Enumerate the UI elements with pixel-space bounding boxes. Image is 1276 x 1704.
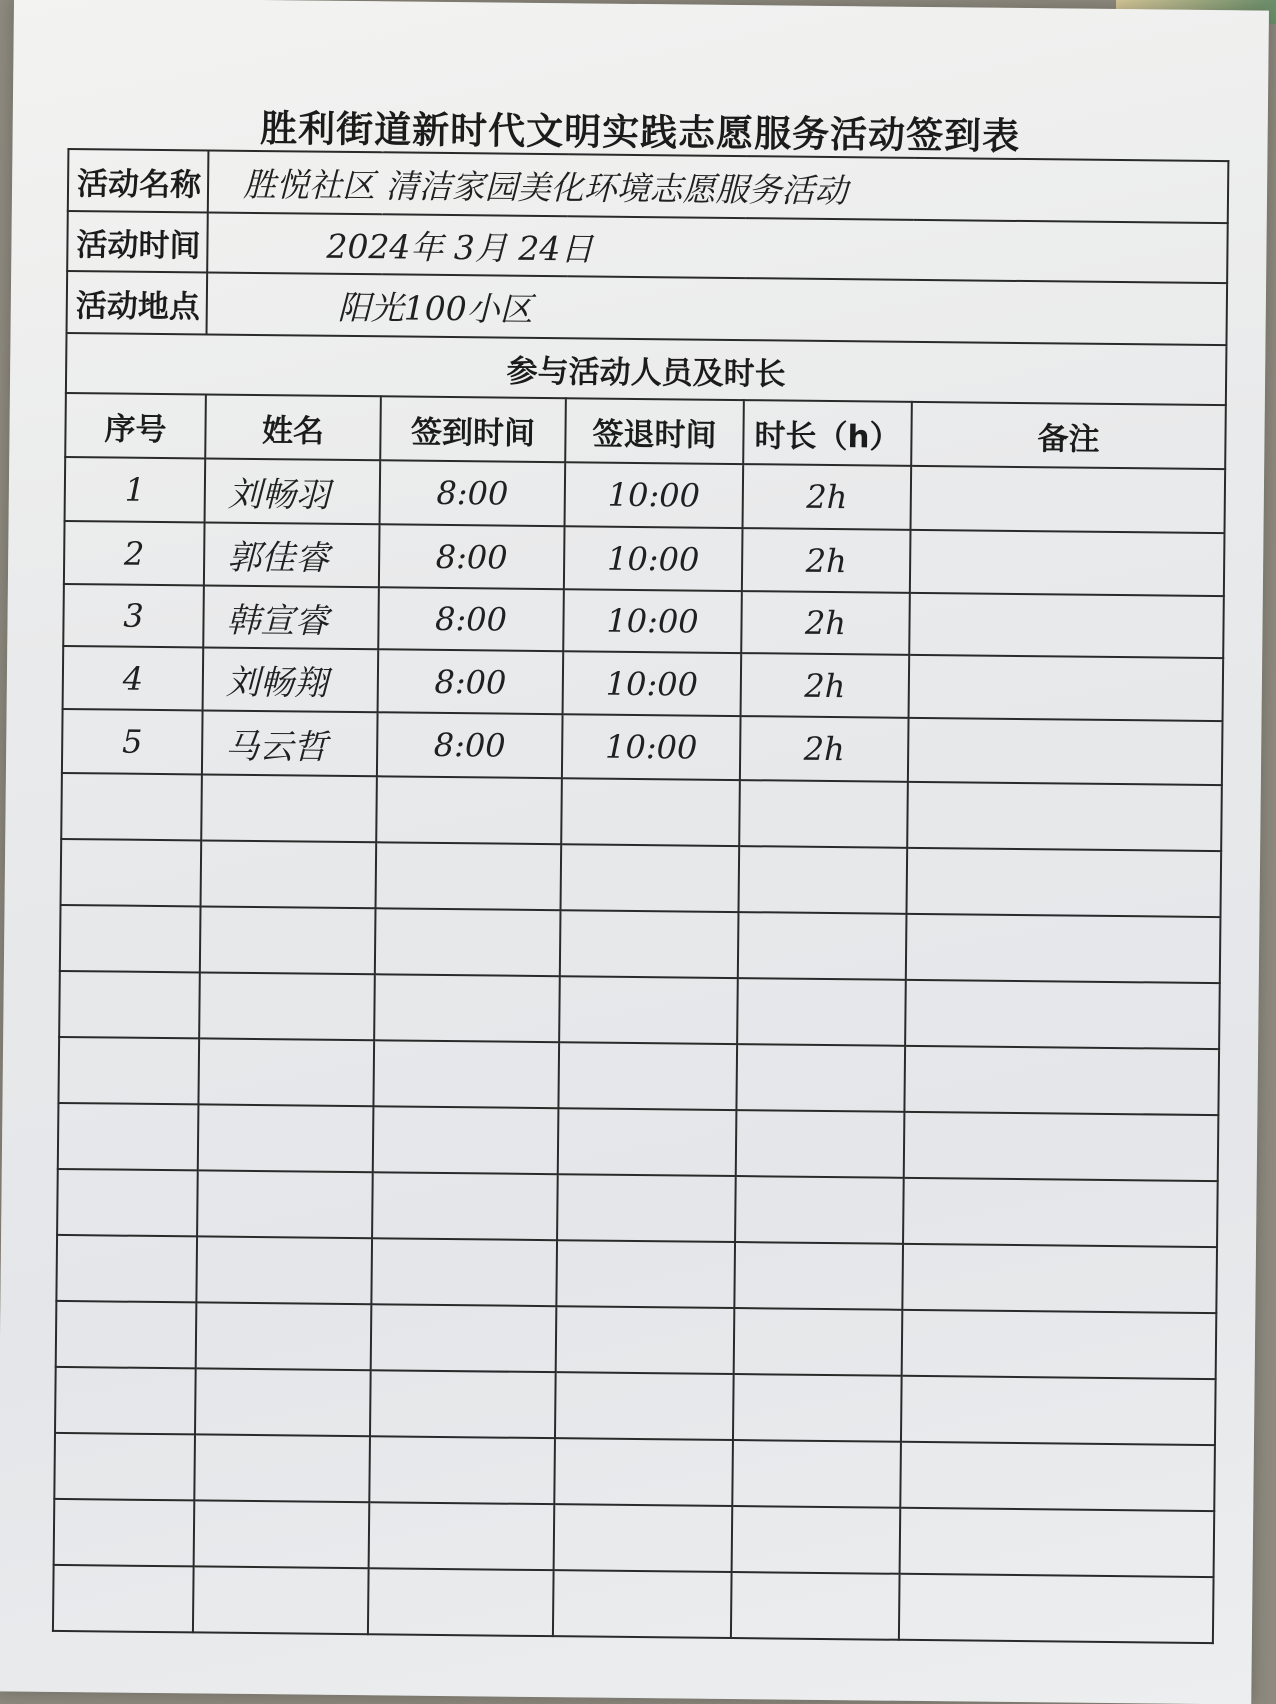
duration: 2h [740, 716, 909, 782]
volunteer-name: 郭佳睿 [204, 522, 380, 587]
empty-cell [200, 906, 376, 974]
checkin-time: 8:00 [380, 460, 566, 526]
empty-cell [54, 1499, 195, 1566]
empty-cell [904, 1046, 1219, 1115]
column-header: 签到时间 [380, 396, 566, 462]
column-header-row [65, 393, 1226, 469]
row-number: 4 [63, 646, 204, 710]
empty-cell [556, 1240, 735, 1308]
empty-table-row [61, 839, 1222, 917]
checkout-time: 10:00 [563, 589, 742, 653]
empty-cell [556, 1306, 735, 1374]
empty-cell [738, 846, 907, 914]
volunteer-name: 马云哲 [202, 710, 378, 776]
empty-cell [54, 1433, 195, 1500]
empty-cell [196, 1302, 372, 1370]
empty-cell [902, 1310, 1217, 1379]
empty-cell [371, 1304, 557, 1372]
empty-cell [55, 1367, 196, 1434]
empty-cell [199, 972, 375, 1040]
empty-table-row [59, 971, 1220, 1049]
empty-cell [903, 1178, 1218, 1247]
empty-cell [736, 1044, 905, 1112]
empty-cell [904, 1112, 1219, 1181]
empty-table-row [58, 1037, 1219, 1115]
column-header: 时长（h） [743, 400, 912, 466]
empty-cell [198, 1104, 374, 1172]
column-header: 备注 [911, 402, 1226, 469]
info-label: 活动名称 [68, 149, 209, 212]
activity-name-value: 胜悦社区 清洁家园美化环境志愿服务活动 [208, 150, 1229, 223]
row-number: 2 [64, 521, 205, 585]
empty-table-row [56, 1301, 1217, 1379]
empty-cell [374, 974, 560, 1042]
empty-table-row [61, 773, 1222, 851]
empty-cell [559, 976, 738, 1044]
empty-cell [905, 980, 1220, 1049]
row-number: 1 [65, 457, 206, 522]
sign-in-table [52, 148, 1230, 1644]
checkout-time: 10:00 [562, 714, 741, 780]
empty-cell [61, 839, 202, 906]
empty-cell [558, 1108, 737, 1176]
duration: 2h [742, 528, 911, 593]
empty-cell [901, 1376, 1216, 1445]
table-row [65, 457, 1226, 533]
empty-cell [902, 1244, 1217, 1313]
volunteer-name: 韩宣睿 [203, 585, 379, 649]
duration: 2h [741, 591, 910, 655]
empty-cell [369, 1502, 555, 1570]
volunteer-name: 刘畅翔 [203, 647, 379, 712]
empty-cell [731, 1572, 900, 1640]
empty-cell [900, 1508, 1215, 1577]
empty-cell [201, 840, 377, 908]
checkout-time: 10:00 [564, 526, 743, 591]
empty-cell [372, 1172, 558, 1240]
row-number: 3 [63, 584, 204, 647]
empty-cell [906, 848, 1221, 917]
empty-cell [194, 1500, 370, 1568]
checkin-time: 8:00 [378, 649, 564, 714]
empty-table-row [57, 1169, 1218, 1247]
empty-cell [61, 773, 202, 840]
sheet-title: 胜利街道新时代文明实践志愿服务活动签到表 [259, 107, 1021, 158]
info-label: 活动地点 [67, 271, 208, 334]
empty-cell [196, 1236, 372, 1304]
empty-cell [557, 1174, 736, 1242]
empty-cell [370, 1370, 556, 1438]
empty-cell [558, 1042, 737, 1110]
empty-cell [554, 1504, 733, 1572]
row-number: 5 [62, 709, 203, 774]
note [910, 530, 1225, 596]
empty-cell [738, 912, 907, 980]
empty-cell [57, 1169, 198, 1236]
empty-cell [734, 1308, 903, 1376]
empty-cell [900, 1442, 1215, 1511]
empty-cell [561, 844, 740, 912]
empty-cell [194, 1434, 370, 1502]
note [909, 593, 1224, 658]
empty-cell [555, 1372, 734, 1440]
empty-cell [553, 1570, 732, 1638]
empty-cell [907, 782, 1222, 851]
empty-cell [732, 1506, 901, 1574]
note [911, 466, 1226, 533]
column-header: 签退时间 [565, 398, 744, 464]
empty-cell [369, 1436, 555, 1504]
empty-cell [198, 1038, 374, 1106]
checkout-time: 10:00 [563, 651, 742, 716]
empty-cell [201, 774, 377, 842]
empty-cell [371, 1238, 557, 1306]
empty-cell [56, 1235, 197, 1302]
empty-cell [735, 1176, 904, 1244]
empty-cell [58, 1103, 199, 1170]
duration: 2h [743, 464, 912, 530]
empty-cell [733, 1374, 902, 1442]
activity-location-value: 阳光100小区 [207, 272, 1228, 345]
empty-cell [906, 914, 1221, 983]
empty-table-row [54, 1433, 1215, 1511]
checkin-time: 8:00 [379, 524, 565, 589]
note [909, 655, 1224, 721]
empty-rows [53, 773, 1222, 1643]
empty-cell [58, 1037, 199, 1104]
note [908, 718, 1223, 785]
empty-cell [376, 842, 562, 910]
empty-table-row [60, 905, 1221, 983]
empty-cell [373, 1106, 559, 1174]
empty-cell [560, 910, 739, 978]
checkout-time: 10:00 [565, 462, 744, 528]
empty-table-row [55, 1367, 1216, 1445]
empty-cell [193, 1566, 369, 1634]
empty-cell [736, 1110, 905, 1178]
duration: 2h [741, 653, 910, 718]
empty-cell [373, 1040, 559, 1108]
table-row [62, 709, 1223, 785]
empty-cell [56, 1301, 197, 1368]
empty-table-row [58, 1103, 1219, 1181]
volunteer-name: 刘畅羽 [205, 458, 381, 524]
empty-cell [368, 1568, 554, 1636]
empty-table-row [56, 1235, 1217, 1313]
info-label: 活动时间 [67, 211, 208, 272]
empty-table-row [54, 1499, 1215, 1577]
empty-cell [899, 1574, 1214, 1643]
empty-cell [60, 905, 201, 972]
column-header: 姓名 [205, 394, 381, 460]
empty-cell [53, 1565, 194, 1632]
checkin-time: 8:00 [378, 587, 564, 651]
section-title: 参与活动人员及时长 [66, 333, 1227, 405]
column-header: 序号 [65, 393, 206, 458]
empty-table-row [53, 1565, 1214, 1643]
empty-cell [376, 776, 562, 844]
empty-cell [375, 908, 561, 976]
checkin-time: 8:00 [377, 712, 563, 778]
activity-time-value: 2024年 3月 24日 [207, 212, 1228, 283]
empty-cell [734, 1242, 903, 1310]
empty-cell [59, 971, 200, 1038]
empty-cell [554, 1438, 733, 1506]
empty-cell [737, 978, 906, 1046]
empty-cell [739, 780, 908, 848]
empty-cell [732, 1440, 901, 1508]
empty-cell [195, 1368, 371, 1436]
empty-cell [561, 778, 740, 846]
empty-cell [197, 1170, 373, 1238]
